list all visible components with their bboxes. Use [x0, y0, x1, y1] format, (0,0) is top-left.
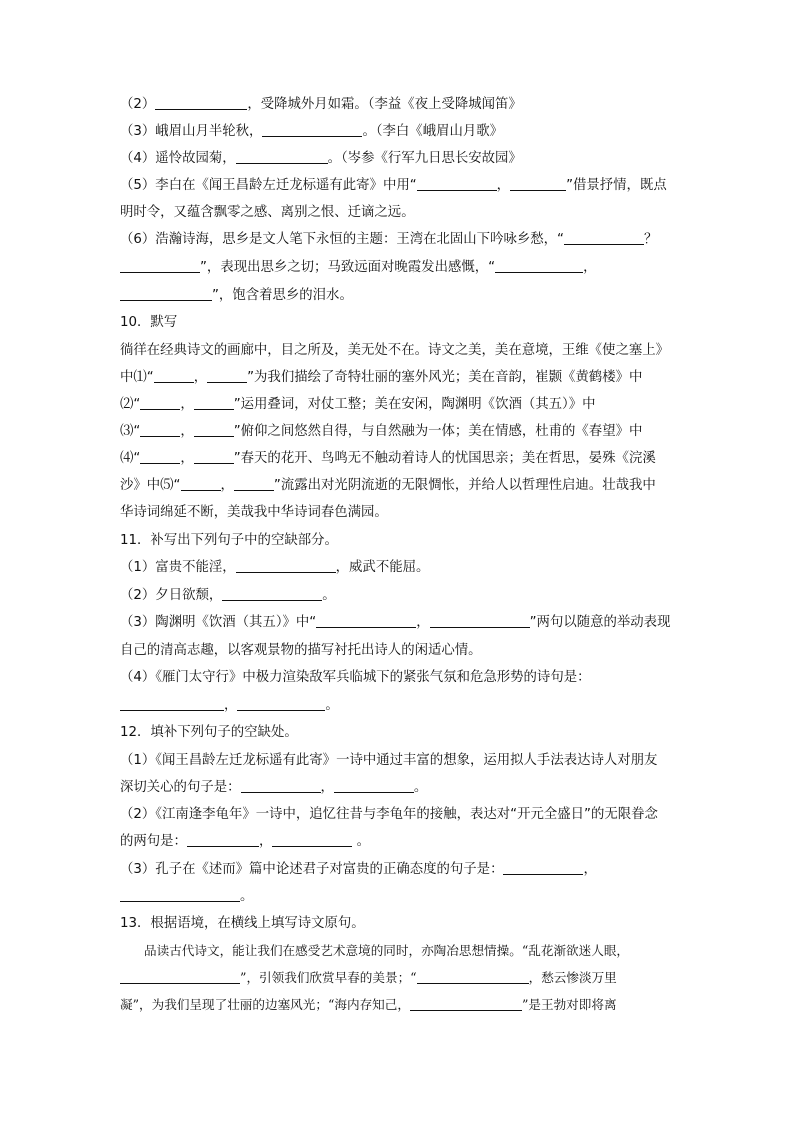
text: ，: [220, 478, 234, 493]
text: ”，表现出思乡之切；马致远面对晚霞发出感慨，“: [200, 260, 496, 275]
blank-field[interactable]: [140, 422, 180, 437]
text: 。: [352, 834, 370, 849]
text: ，: [180, 397, 194, 412]
blank-field[interactable]: [410, 996, 522, 1011]
question-11-4-cont: [120, 696, 339, 716]
text: （5）李白在《闻王昌龄左迁龙标遥有此寄》中用“: [120, 178, 417, 193]
blank-field[interactable]: [140, 395, 180, 410]
text: 。（李白《峨眉山月歌》: [362, 124, 504, 139]
blank-field[interactable]: [236, 558, 336, 573]
text: ”俯仰之间悠然自得，与自然融为一体；美在情感，杜甫的《春望》中: [233, 424, 643, 439]
text: ⑵“: [120, 397, 141, 412]
text: 。（岑参《行军九日思长安故园》: [327, 151, 522, 166]
text: （4）《雁门太守行》中极力渲染敌军兵临城下的紧张气氛和危急形势的诗句是：: [120, 670, 591, 685]
text: ”运用叠词，对仗工整；美在安闲，陶渊明《饮酒（其五）》中: [233, 397, 596, 412]
blank-field[interactable]: [120, 887, 240, 902]
blank-field[interactable]: [316, 613, 416, 628]
blank-field[interactable]: [194, 449, 234, 464]
text: （2）夕日欲颓，: [120, 588, 223, 603]
blank-field[interactable]: [140, 449, 180, 464]
text: ”是王勃对即将离: [521, 997, 617, 1012]
text: ，受降城外月如霜。（李益《夜上受降城闻笛》: [247, 97, 522, 112]
blank-field[interactable]: [334, 778, 414, 793]
text: ，威武不能屈。: [335, 560, 430, 575]
question-12-1-cont: [120, 778, 427, 798]
text: ，: [496, 178, 511, 193]
blank-field[interactable]: [154, 368, 194, 383]
question-9-5-cont: [120, 203, 415, 223]
text: ”流露出对光阴流逝的无限惆怅，并给人以哲理性启迪。壮哉我中: [273, 478, 656, 493]
text: 10．默写: [120, 315, 178, 330]
question-12-3: [120, 860, 597, 880]
text: ”，饱含着思乡的泪水。: [212, 288, 353, 303]
text: ”，引领我们欣赏早春的美景；“: [240, 970, 417, 985]
text: （2）《江南逢李龟年》一诗中，追忆往昔与李龟年的接触，表达对“开元全盛日”的无限眷念: [120, 807, 658, 822]
question-9-4: [120, 149, 522, 169]
text: ，: [180, 424, 194, 439]
text: （6）浩瀚诗海，思乡是文人笔下永恒的主题：王湾在北固山下吟咏乡愁，“: [120, 232, 564, 247]
question-11-3: [120, 613, 670, 633]
text: ，: [583, 260, 597, 275]
blank-field[interactable]: [495, 258, 583, 273]
text: ”借景抒情，既点: [566, 178, 667, 193]
question-12-2: [120, 805, 658, 825]
blank-field[interactable]: [120, 258, 200, 273]
blank-field[interactable]: [503, 860, 583, 875]
text: （1）富贵不能淫，: [120, 560, 236, 575]
blank-field[interactable]: [417, 969, 529, 984]
text: 中⑴“: [120, 370, 154, 385]
text: （3）孔子在《述而》篇中论述君子对富贵的正确态度的句子是：: [120, 862, 504, 877]
text: ？: [643, 232, 658, 247]
blank-field[interactable]: [181, 476, 221, 491]
text: 。: [322, 588, 336, 603]
text: 品读古代诗文，能让我们在感受艺术意境的同时，亦陶冶思想情操。“乱花渐欲迷人眼，: [144, 943, 630, 958]
blank-field[interactable]: [234, 476, 274, 491]
text: ⑷“: [120, 451, 141, 466]
text: 徜徉在经典诗文的画廊中，目之所及，美无处不在。诗文之美，美在意境，王维《使之塞上》: [120, 343, 670, 358]
text: ”两句以随意的举动表现: [529, 615, 671, 630]
question-13-body-2: [120, 968, 617, 988]
question-11-title: [120, 531, 338, 551]
blank-field[interactable]: [194, 395, 234, 410]
text: ，: [180, 451, 194, 466]
question-12-title: [120, 723, 298, 743]
blank-field[interactable]: [272, 832, 352, 847]
text: （2）: [120, 97, 156, 112]
blank-field[interactable]: [417, 176, 497, 191]
blank-field[interactable]: [222, 586, 322, 601]
text: （4）遥怜故园菊，: [120, 151, 236, 166]
text: 12．填补下列句子的空缺处。: [120, 725, 298, 740]
blank-field[interactable]: [430, 613, 530, 628]
text: 的两句是：: [120, 834, 187, 849]
question-13-body-3: [120, 995, 617, 1015]
text: 。: [413, 780, 428, 795]
text: ，: [258, 834, 273, 849]
blank-field[interactable]: [237, 696, 325, 711]
question-11-4: [120, 668, 591, 688]
question-9-5: [120, 176, 667, 196]
blank-field[interactable]: [564, 230, 644, 245]
text: ”为我们描绘了奇特壮丽的塞外风光；美在音韵，崔颢《黄鹤楼》中: [247, 370, 643, 385]
text: 。: [240, 889, 254, 904]
blank-field[interactable]: [120, 696, 224, 711]
question-11-3-cont: [120, 641, 482, 661]
question-9-6: [120, 230, 657, 250]
question-9-3: [120, 122, 503, 142]
question-10-body: [120, 341, 669, 361]
blank-field[interactable]: [187, 832, 259, 847]
blank-field[interactable]: [241, 778, 321, 793]
text: （1）《闻王昌龄左迁龙标遥有此寄》一诗中通过丰富的想象，运用拟人手法表达诗人对朋友: [120, 753, 658, 768]
blank-field[interactable]: [194, 422, 234, 437]
text: 13．根据语境，在横线上填写诗文原句。: [120, 916, 365, 931]
text: （3）峨眉山月半轮秋，: [120, 124, 263, 139]
text: 沙》中⑸“: [120, 478, 181, 493]
question-9-6-cont: [120, 258, 596, 278]
text: 明时令，又蕴含飘零之感、离别之恨、迁谪之远。: [120, 205, 415, 220]
blank-field[interactable]: [120, 969, 240, 984]
text: 华诗词绵延不断，美哉我中华诗词春色满园。: [120, 505, 388, 520]
text: 深切关心的句子是：: [120, 780, 241, 795]
question-12-3-cont: [120, 887, 253, 907]
question-10-line: [120, 449, 656, 469]
text: 自己的清高志趣，以客观景物的描写衬托出诗人的闲适心情。: [120, 643, 482, 658]
question-10-line: [120, 503, 388, 523]
blank-field[interactable]: [262, 122, 362, 137]
text: ，: [583, 862, 597, 877]
question-10-line: [120, 368, 642, 388]
text: ，: [416, 615, 430, 630]
question-11-1: [120, 558, 429, 578]
text: 凝”，为我们呈现了壮丽的边塞风光；“海内存知己，: [120, 997, 410, 1012]
text: ，: [224, 698, 238, 713]
text: 。: [325, 698, 339, 713]
blank-field[interactable]: [155, 95, 247, 110]
text: ，愁云惨淡万里: [528, 970, 617, 985]
blank-field[interactable]: [120, 286, 212, 301]
text: ，: [320, 780, 334, 795]
question-9-2: [120, 95, 522, 115]
text: ⑶“: [120, 424, 141, 439]
text: （3）陶渊明《饮酒（其五）》中“: [120, 615, 317, 630]
text: 11．补写出下列句子中的空缺部分。: [120, 533, 338, 548]
question-12-2-cont: [120, 832, 370, 852]
question-13-body: [144, 941, 629, 961]
blank-field[interactable]: [236, 149, 328, 164]
question-13-title: [120, 914, 365, 934]
text: ，: [193, 370, 208, 385]
question-10-line: [120, 422, 642, 442]
question-10-line: [120, 395, 596, 415]
question-10-line: [120, 476, 656, 496]
question-11-2: [120, 586, 336, 606]
question-10-title: [120, 313, 177, 333]
blank-field[interactable]: [510, 176, 566, 191]
blank-field[interactable]: [207, 368, 247, 383]
question-12-1: [120, 751, 657, 771]
question-9-6-cont2: [120, 286, 353, 306]
text: ”春天的花开、鸟鸣无不触动着诗人的忧国思亲；美在哲思，晏殊《浣溪: [233, 451, 656, 466]
